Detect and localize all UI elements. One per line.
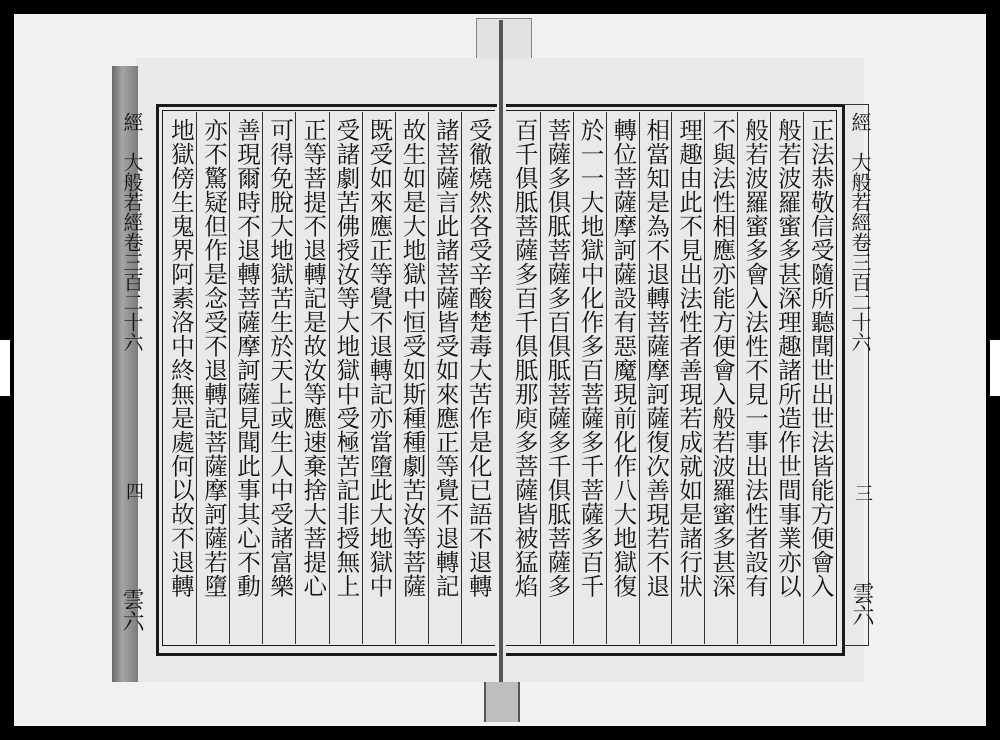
text-column: 相當知是為不退轉菩薩摩訶薩復次善現若不退 [639, 112, 672, 644]
text-column: 受徹燒然各受辛酸楚毒大苦作是化已語不退轉 [461, 112, 494, 644]
text-column: 受諸劇苦佛授汝等大地獄中受極苦記非授無上 [329, 112, 362, 644]
text-column: 既受如來應正等覺不退轉記亦當墮此大地獄中 [362, 112, 395, 644]
text-column: 於一一大地獄中化作多百菩薩多千菩薩多百千 [573, 112, 606, 644]
text-column: 可得免脫大地獄苦生於天上或生人中受諸富樂 [262, 112, 295, 644]
bottom-binding [484, 682, 520, 722]
left-leaf-number: 四 [123, 482, 144, 500]
edge-mark-right [990, 340, 1000, 396]
left-margin-title: 經 大般若經卷三百二十六 [120, 112, 144, 352]
left-volume-mark: 雲六 [119, 588, 144, 632]
right-leaf-number: 三 [852, 484, 873, 502]
right-page-text [508, 112, 836, 644]
text-column: 菩薩多俱胝菩薩多百俱胝菩薩多千俱胝菩薩多 [540, 112, 573, 644]
text-column: 地獄傍生鬼界阿素洛中終無是處何以故不退轉 [166, 118, 195, 598]
text-column: 百千俱胝菩薩多百千俱胝那庾多菩薩皆被猛焰 [510, 118, 539, 598]
text-column: 善現爾時不退轉菩薩摩訶薩見聞此事其心不動 [229, 112, 262, 644]
text-column: 亦不驚疑但作是念受不退轉記菩薩摩訶薩若墮 [196, 112, 229, 644]
book-spine [499, 20, 503, 720]
text-column: 諸菩薩言此諸菩薩皆受如來應正等覺不退轉記 [428, 112, 461, 644]
text-column: 理趣由此不見出法性者善現若成就如是諸行狀 [671, 112, 704, 644]
right-volume-mark: 雲六 [849, 582, 874, 626]
left-page-text [164, 112, 494, 644]
text-column: 般若波羅蜜多甚深理趣諸所造作世間事業亦以 [770, 112, 803, 644]
text-column: 正等菩提不退轉記是故汝等應速棄捨大菩提心 [295, 112, 328, 644]
text-column: 般若波羅蜜多會入法性不見一事出法性者設有 [737, 112, 770, 644]
text-column: 不與法性相應亦能方便會入般若波羅蜜多甚深 [704, 112, 737, 644]
text-column: 正法恭敬信受隨所聽聞世出世法皆能方便會入 [803, 112, 836, 644]
right-margin-title: 經 大般若經卷三百二十六 [848, 112, 872, 352]
edge-mark-left [0, 340, 10, 396]
text-column: 故生如是大地獄中恒受如斯種種劇苦汝等菩薩 [395, 112, 428, 644]
text-column: 轉位菩薩摩訶薩設有惡魔現前化作八大地獄復 [606, 112, 639, 644]
